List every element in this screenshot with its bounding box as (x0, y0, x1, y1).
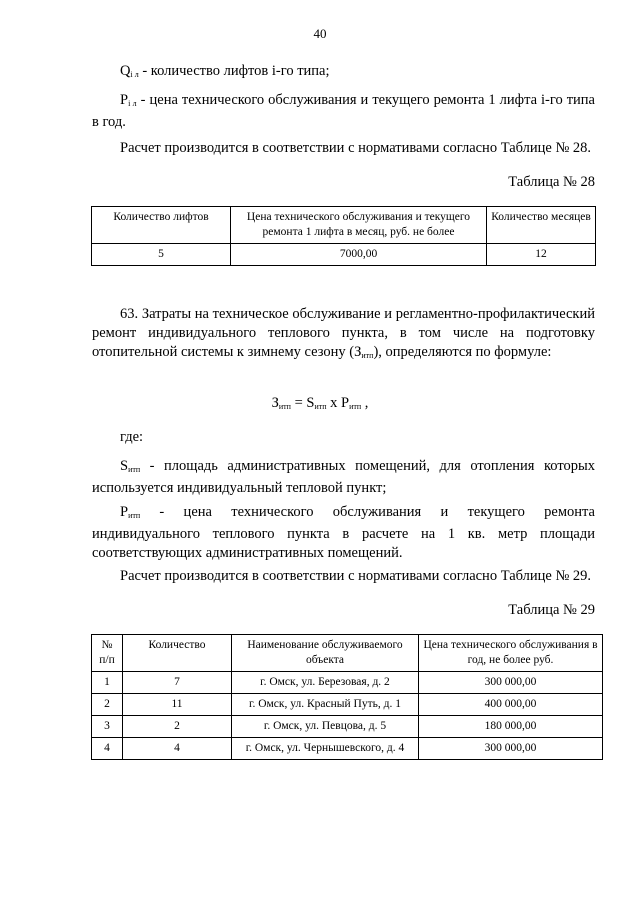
table-29-cell: г. Омск, ул. Красный Путь, д. 1 (232, 694, 419, 716)
calc-note-29: Расчет производится в соответствии с нормативами согласно Таблице № 29. (120, 568, 592, 584)
table-28 (91, 206, 596, 266)
clause-63: 63. Затраты на техническое обслуживание и регламентно-профилактический ремонт индивидуального теплового пункта, в том числе на подготовку отопительной системы к зимнему сезону $(З_{итп})$, определяются по формуле: (92, 306, 595, 360)
table-29-cell: 3 (92, 716, 123, 738)
table-29-cell: 300 000,00 (419, 672, 603, 694)
table-29-row (92, 672, 603, 694)
table-28-cell: 7000,00 (231, 244, 487, 266)
table-28-cell: 12 (487, 244, 596, 266)
table-29-cell: г. Омск, ул. Чернышевского, д. 4 (232, 738, 419, 760)
table-29-header-row (92, 635, 603, 672)
table-29-cell: 2 (92, 694, 123, 716)
table-28-header: Цена технического обслуживания и текущего ремонта 1 лифта в месяц, руб. не более (231, 207, 487, 244)
table-29-cell: 4 (92, 738, 123, 760)
formula: $З_{итп} = S_{итп}$ х $P_{итп}$ , (271, 395, 369, 411)
table-28-caption: Таблица № 28 (508, 174, 595, 190)
definition-q: $Q_{i л}$ - количество лифтов i-го типа; (120, 63, 330, 79)
table-29-header: Цена технического обслуживания в год, не более руб. (419, 635, 603, 672)
definition-p: $P_{i л}$ - цена технического обслуживания и текущего ремонта 1 лифта i-го типа в год. (92, 92, 595, 130)
table-29-cell: 7 (123, 672, 232, 694)
table-29-row (92, 738, 603, 760)
table-28-header: Количество лифтов (92, 207, 231, 244)
table-29-cell: 11 (123, 694, 232, 716)
table-28-header-row (92, 207, 596, 244)
table-29-header: Наименование обслуживаемого объекта (232, 635, 419, 672)
table-29-cell: 4 (123, 738, 232, 760)
calc-note-28: Расчет производится в соответствии с нормативами согласно Таблице № 28. (120, 140, 592, 156)
table-29-row (92, 716, 603, 738)
table-29 (91, 634, 603, 760)
table-29-cell: г. Омск, ул. Певцова, д. 5 (232, 716, 419, 738)
page-number: 40 (313, 26, 327, 41)
table-29-cell: 180 000,00 (419, 716, 603, 738)
table-29-row (92, 694, 603, 716)
table-29-header: № п/п (92, 635, 123, 672)
table-28-row (92, 244, 596, 266)
table-29-cell: 300 000,00 (419, 738, 603, 760)
table-29-cell: 2 (123, 716, 232, 738)
table-28-header: Количество месяцев (487, 207, 596, 244)
table-29-caption: Таблица № 29 (508, 602, 595, 618)
table-29-cell: 1 (92, 672, 123, 694)
definition-p-itp: $P_{итп}$ - цена технического обслуживания и текущего ремонта индивидуального теплового пункта в расчете на 1 кв. метр площади соответствующих административных помещений. (92, 504, 595, 561)
table-28-cell: 5 (92, 244, 231, 266)
definition-s: $S_{итп}$ - площадь административных помещений, для отопления которых используется индивидуальный тепловой пункт; (92, 458, 595, 496)
where-label: где: (120, 429, 144, 445)
table-29-cell: 400 000,00 (419, 694, 603, 716)
table-29-header: Количество (123, 635, 232, 672)
table-29-cell: г. Омск, ул. Березовая, д. 2 (232, 672, 419, 694)
